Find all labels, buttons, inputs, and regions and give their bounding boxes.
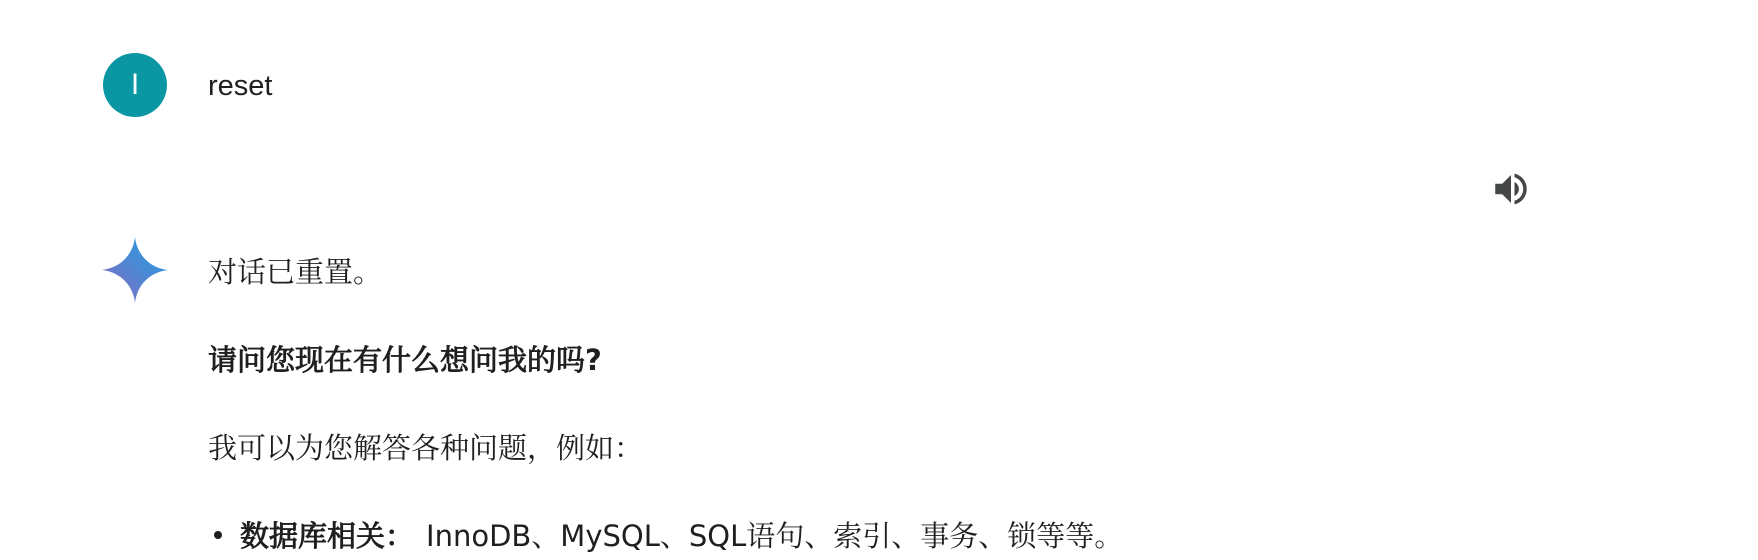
response-line-reset: 对话已重置。 <box>208 255 383 289</box>
response-line-intro: 我可以为您解答各种问题，例如： <box>208 431 644 465</box>
bullet-dot <box>214 531 222 539</box>
speaker-icon[interactable] <box>1490 168 1532 210</box>
avatar-letter: I <box>130 68 140 101</box>
response-line-question: 请问您现在有什么想问我的吗? <box>208 343 602 377</box>
list-item-text: InnoDB、MySQL、SQL语句、索引、事务、锁等等。 <box>426 519 1124 553</box>
list-item <box>208 516 1123 556</box>
user-prompt-text: reset <box>208 70 273 102</box>
user-avatar <box>103 53 167 117</box>
list-item-title: 数据库相关： <box>240 519 415 553</box>
gemini-sparkle-icon <box>102 237 168 303</box>
